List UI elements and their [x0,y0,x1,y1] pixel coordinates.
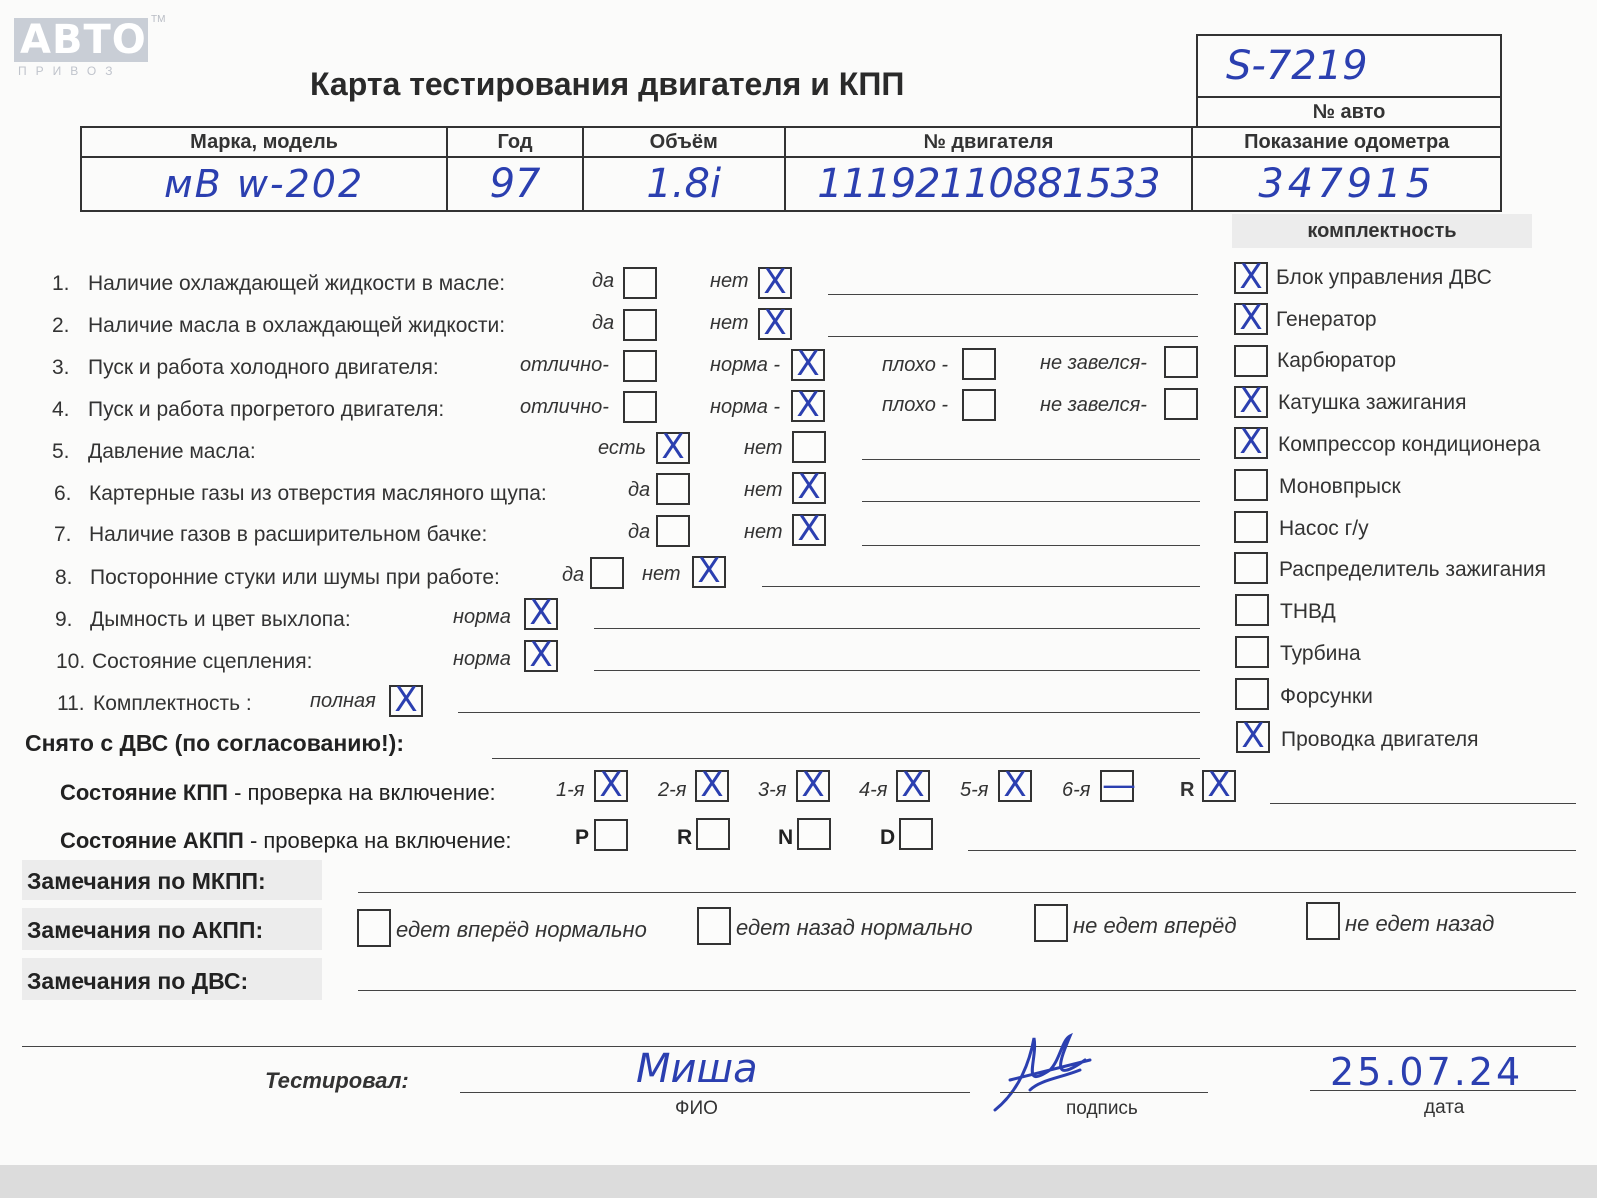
check-mark: X [801,765,825,805]
car-number-value: S-7219 [1226,43,1368,89]
akpp-remark-label: не едет назад [1345,911,1495,936]
gear-checkbox-checked[interactable] [594,765,628,805]
avtoprivoz-logo [14,14,166,78]
tested-by-label: Тестировал: [265,1068,409,1093]
akpp-remark-checkbox[interactable] [357,909,391,947]
question-number: 4. [52,398,70,421]
checkbox[interactable] [590,557,624,589]
komplekt-checkbox[interactable] [1234,469,1268,501]
checkbox[interactable] [656,473,690,505]
note-line [22,1046,1576,1047]
car-number-cell [1197,35,1501,97]
option-label: да [592,312,615,334]
komplekt-item-label: Распределитель зажигания [1279,558,1547,581]
question-text: Посторонние стуки или шумы при работе: [90,566,500,589]
question-text: Наличие охлаждающей жидкости в масле: [88,272,506,295]
komplekt-checkbox[interactable] [1235,594,1269,626]
komplekt-checkbox[interactable] [1235,636,1269,668]
brand-label: Марка, модель [190,130,338,153]
gear-label: 5-я [960,779,989,801]
komplekt-item-label: Компрессор кондиционера [1278,433,1541,456]
year-label: Год [497,130,533,153]
checkbox[interactable] [1164,388,1198,420]
volume-cell [583,157,785,211]
option-label: плохо - [882,394,949,416]
komplekt-item-label: Турбина [1280,642,1361,665]
gear-checkbox-checked[interactable] [998,765,1032,805]
volume-label: Объём [649,130,718,153]
check-mark: X [1241,716,1265,756]
question-text: Комплектность : [93,692,252,715]
signature-line [1000,1092,1208,1093]
question-text: Давление масла: [88,440,256,463]
question-text: Дымность и цвет выхлопа: [90,608,351,631]
akpp-remark-label: не едет вперёд [1073,913,1237,938]
note-line [762,586,1200,587]
option-label: полная [310,690,376,712]
option-label: норма - [710,354,781,376]
kpp-label-rest: - проверка на включение: [227,780,496,805]
note-line [1270,803,1576,804]
page-title: Карта тестирования двигателя и КПП [310,66,905,102]
checkbox[interactable] [962,348,996,380]
brand-header [81,127,447,157]
car-number-label: № авто [1312,100,1386,123]
akpp-label [60,828,512,854]
option-label: нет [710,312,749,334]
odometer-value: 347915 [1258,161,1436,207]
remarks-mkpp-label: Замечания по МКПП: [27,868,266,894]
checkbox[interactable] [623,309,657,341]
komplekt-item-label: ТНВД [1280,600,1336,623]
option-label: норма - [710,396,781,418]
komplekt-item-label: Насос г/у [1279,517,1369,540]
komplekt-checkbox-checked[interactable] [1234,257,1268,297]
checkbox[interactable] [792,431,826,463]
check-mark: X [901,765,925,805]
check-mark: X [700,765,724,805]
question-text: Состояние сцепления: [92,650,313,673]
question-number: 6. [54,482,72,505]
question-number: 2. [52,314,70,337]
gear-checkbox-checked[interactable] [896,765,930,805]
tester-name-handwritten: Миша [636,1046,758,1092]
gear-label: 3-я [758,779,787,801]
fio-line [460,1092,970,1093]
remarks-dvs-label: Замечания по ДВС: [27,968,249,994]
akpp-position-label: D [880,826,896,849]
checkbox-checked[interactable] [524,593,558,633]
car-number-label-cell [1197,97,1501,127]
option-label: отлично- [520,396,609,418]
akpp-checkbox[interactable] [594,819,628,851]
note-line [968,850,1576,851]
option-label: отлично- [520,354,609,376]
note-line [358,990,1576,991]
question-number: 8. [55,566,73,589]
gear-label: 2-я [658,779,687,801]
check-mark: X [1207,765,1231,805]
checkbox[interactable] [962,389,996,421]
akpp-remark-checkbox[interactable] [1306,902,1340,940]
komplekt-item-label: Катушка зажигания [1278,391,1467,414]
note-line [594,628,1200,629]
question-number: 9. [55,608,73,631]
komplekt-checkbox-checked[interactable] [1234,381,1268,421]
engine-no-cell [785,157,1193,211]
checkbox-checked[interactable] [792,509,826,549]
check-mark: X [1003,765,1027,805]
date-line [1310,1090,1576,1091]
komplekt-checkbox[interactable] [1235,678,1269,710]
odometer-label: Показание одометра [1244,130,1450,153]
check-mark: X [599,765,623,805]
checkbox[interactable] [656,515,690,547]
engine-no-header [785,127,1193,157]
komplekt-item-label: Генератор [1276,308,1377,331]
akpp-remark-label: едет назад нормально [736,915,973,940]
checkbox-checked[interactable] [656,427,690,467]
check-mark: X [797,467,821,507]
option-label: норма [453,606,511,628]
checkbox-checked[interactable] [389,680,423,720]
gear-checkbox-checked[interactable] [695,765,729,805]
dash-mark: — [1102,765,1136,805]
check-mark: X [796,344,820,384]
checkbox-checked[interactable] [792,467,826,507]
check-mark: X [661,427,685,467]
question-number: 10. [56,650,86,673]
akpp-label-rest: - проверка на включение: [243,828,512,853]
checkbox[interactable] [623,267,657,299]
option-label: нет [744,437,783,459]
year-cell [447,157,583,211]
kpp-label-bold: Состояние КПП [60,780,228,805]
question-text: Картерные газы из отверстия масляного щупа: [89,482,547,505]
note-line [492,758,1200,759]
option-label: нет [744,521,783,543]
check-mark: X [529,635,553,675]
checkbox-checked[interactable] [791,385,825,425]
option-label: норма [453,648,511,670]
question-text: Наличие газов в расширительном бачке: [89,523,488,546]
akpp-label-bold: Состояние АКПП [60,828,244,853]
year-value: 97 [489,161,541,207]
brand-cell [81,157,447,211]
car-number-box [1196,34,1502,128]
option-label: да [628,479,651,501]
komplekt-checkbox-checked[interactable] [1234,298,1268,338]
check-mark: X [1239,422,1263,462]
checkbox-checked[interactable] [524,635,558,675]
checkbox[interactable] [623,391,657,423]
gear-checkbox-checked[interactable] [796,765,830,805]
check-mark: X [697,551,721,591]
gear-checkbox-dash[interactable] [1100,765,1136,805]
logo-main-text: АВТО [14,18,148,62]
komplekt-title: комплектность [1232,214,1532,248]
komplekt-checkbox-checked[interactable] [1236,716,1270,756]
note-line [862,501,1200,502]
option-label: не завелся- [1040,352,1147,374]
komplekt-item-label: Форсунки [1280,685,1373,708]
engine-no-label: № двигателя [923,130,1054,153]
fio-label: ФИО [675,1098,718,1119]
question-text: Пуск и работа холодного двигателя: [88,356,439,379]
option-label: не завелся- [1040,394,1147,416]
note-line [828,336,1198,337]
gear-label: R [1180,779,1195,801]
checkbox-checked[interactable] [692,551,726,591]
note-line [862,545,1200,546]
year-header [447,127,583,157]
question-number: 7. [54,523,72,546]
akpp-remark-checkbox[interactable] [1034,904,1068,942]
logo-trademark: TM [151,14,166,25]
engine-no-value: 11192110881533 [817,161,1160,207]
question-number: 3. [52,356,70,379]
gear-label: 6-я [1062,779,1091,801]
signature-label: подпись [1066,1098,1138,1119]
komplekt-checkbox[interactable] [1234,552,1268,584]
gear-label: 4-я [859,779,888,801]
note-line [458,712,1200,713]
question-number: 11. [57,692,85,715]
option-label: есть [598,437,647,459]
gear-label: 1-я [556,779,585,801]
komplekt-item-label: Моновпрыск [1279,475,1401,498]
komplekt-checkbox[interactable] [1234,345,1268,377]
vehicle-header-table [80,126,1502,212]
akpp-remark-label: едет вперёд нормально [396,917,647,942]
akpp-position-label: P [575,826,590,849]
check-mark: X [797,509,821,549]
check-mark: X [529,593,553,633]
komplekt-item-label: Проводка двигателя [1281,728,1479,751]
gear-checkbox-checked[interactable] [1202,765,1236,805]
note-line [828,294,1198,295]
brand-value: мВ w-202 [164,162,365,206]
note-line [358,892,1576,893]
question-number: 5. [52,440,70,463]
note-line [862,459,1200,460]
checkbox[interactable] [623,350,657,382]
question-number: 1. [52,272,70,295]
removed-label: Снято с ДВС (по согласованию!): [25,730,404,756]
checkbox-checked[interactable] [758,262,792,302]
question-text: Пуск и работа прогретого двигателя: [88,398,445,421]
odometer-cell [1192,157,1501,211]
komplekt-checkbox[interactable] [1234,511,1268,543]
remarks-akpp-label: Замечания по АКПП: [27,917,264,943]
komplekt-item-label: Карбюратор [1277,349,1397,372]
checkbox-checked[interactable] [758,303,792,343]
akpp-position-label: R [677,826,693,849]
scan-border [0,1165,1597,1198]
checkbox-checked[interactable] [791,344,825,384]
option-label: да [628,521,651,543]
check-mark: X [394,680,418,720]
akpp-checkbox[interactable] [899,818,933,850]
option-label: да [562,564,585,586]
option-label: плохо - [882,354,949,376]
kpp-label [60,780,496,806]
check-mark: X [1239,298,1263,338]
note-line [594,670,1200,671]
check-mark: X [763,303,787,343]
check-mark: X [796,385,820,425]
volume-value: 1.8i [646,161,722,207]
odometer-header [1192,127,1501,157]
check-mark: X [1239,381,1263,421]
question-text: Наличие масла в охлаждающей жидкости: [88,314,506,337]
komplekt-item-label: Блок управления ДВС [1276,266,1492,289]
akpp-checkbox[interactable] [696,818,730,850]
check-mark: X [763,262,787,302]
akpp-position-label: N [778,826,794,849]
akpp-checkbox[interactable] [797,818,831,850]
date-label: дата [1424,1097,1465,1118]
option-label: нет [744,479,783,501]
check-mark: X [1239,257,1263,297]
option-label: да [592,270,615,292]
komplekt-checkbox-checked[interactable] [1234,422,1268,462]
checkbox[interactable] [1164,346,1198,378]
volume-header [583,127,785,157]
logo-sub-text: ПРИВОЗ [18,64,122,78]
test-date-handwritten: 25.07.24 [1330,1050,1524,1094]
option-label: нет [642,563,681,585]
akpp-remark-checkbox[interactable] [697,907,731,945]
option-label: нет [710,270,749,292]
